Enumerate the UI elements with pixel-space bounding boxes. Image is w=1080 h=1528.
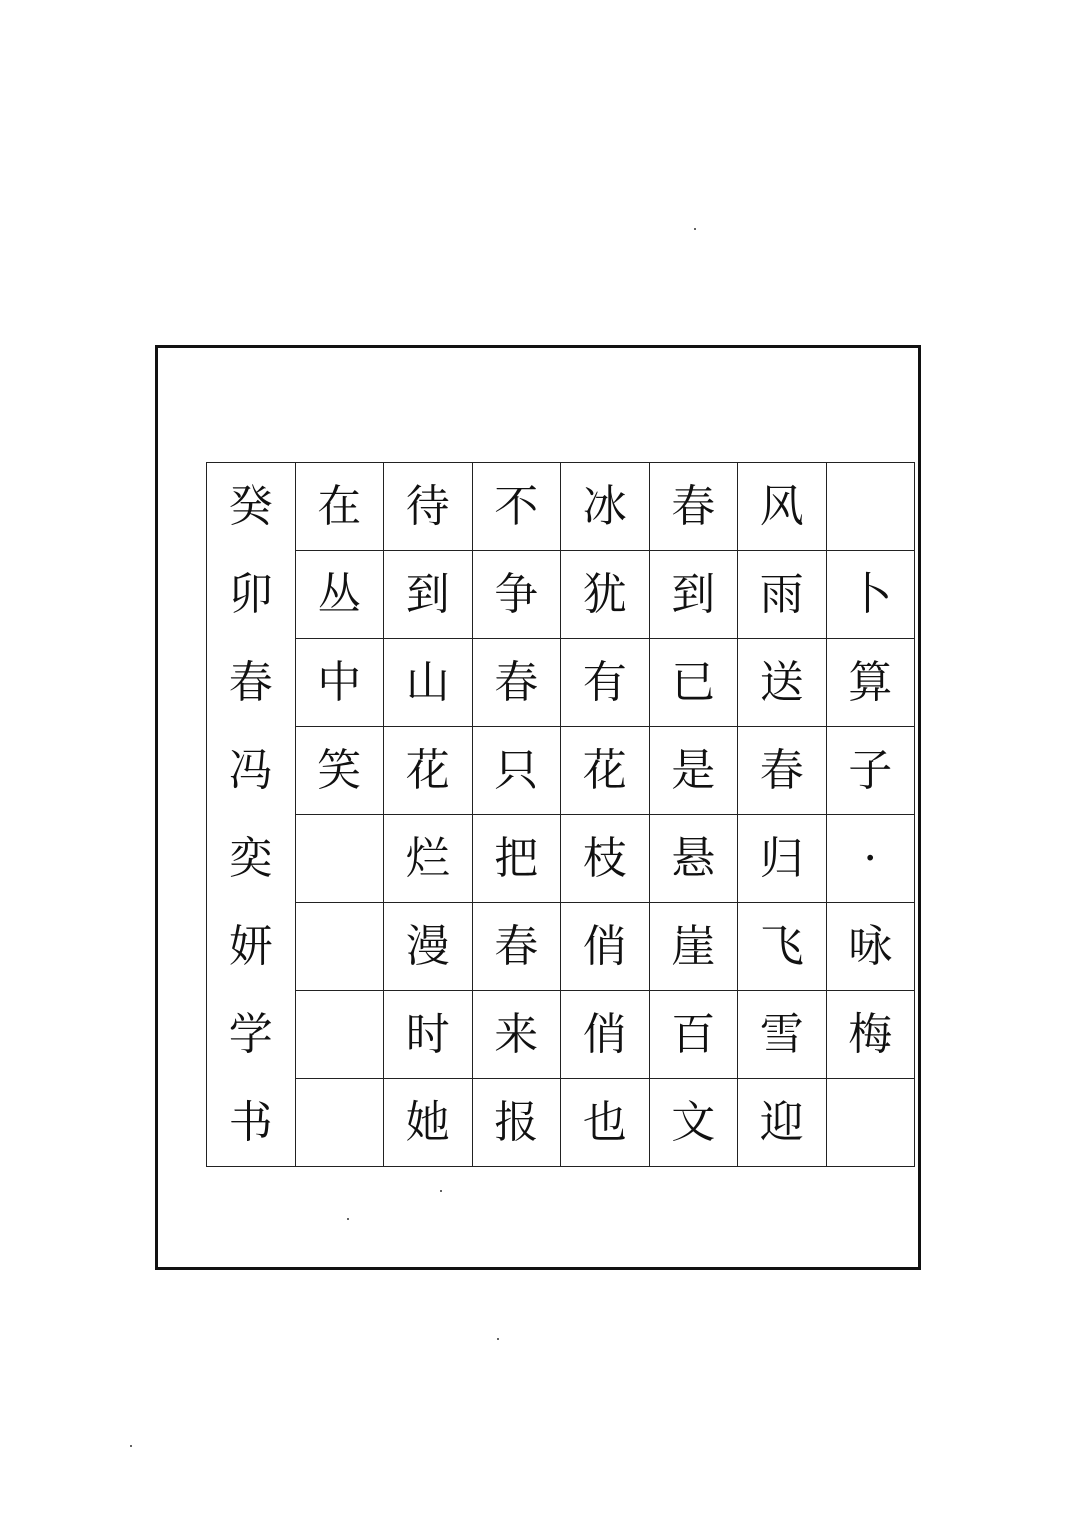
grid-cell: 中 — [296, 639, 385, 727]
grid-cell: 待 — [384, 463, 473, 551]
grid-cell: 花 — [561, 727, 650, 815]
grid-cell: 枝 — [561, 815, 650, 903]
grid-cell: 春 — [650, 463, 739, 551]
grid-cell: 犹 — [561, 551, 650, 639]
grid-cell: 春 — [738, 727, 827, 815]
grid-cell: 卜 — [827, 551, 916, 639]
scan-speck — [130, 1445, 132, 1447]
grid-cell: 到 — [650, 551, 739, 639]
scan-speck — [694, 228, 696, 230]
grid-cell: 时 — [384, 991, 473, 1079]
signature-char: 奕 — [207, 815, 296, 903]
signature-char: 癸 — [207, 463, 296, 551]
grid-cell: 迎 — [738, 1079, 827, 1167]
grid-cell: 有 — [561, 639, 650, 727]
grid-cell: 在 — [296, 463, 385, 551]
grid-cell: 风 — [738, 463, 827, 551]
grid-cell: 争 — [473, 551, 562, 639]
grid-cell: 雨 — [738, 551, 827, 639]
grid-cell: 子 — [827, 727, 916, 815]
grid-cell: 俏 — [561, 991, 650, 1079]
grid-cell: 丛 — [296, 551, 385, 639]
grid-cell: 把 — [473, 815, 562, 903]
grid-cell: 春 — [473, 903, 562, 991]
grid-cell: 也 — [561, 1079, 650, 1167]
scan-speck — [497, 1338, 499, 1340]
grid-cell: 报 — [473, 1079, 562, 1167]
grid-cell: 笑 — [296, 727, 385, 815]
grid-cell: 文 — [650, 1079, 739, 1167]
grid-cell — [296, 991, 385, 1079]
grid-cell: 崖 — [650, 903, 739, 991]
grid-cell: 咏 — [827, 903, 916, 991]
signature-char: 卯 — [207, 551, 296, 639]
grid-cell: 算 — [827, 639, 916, 727]
grid-cell: 送 — [738, 639, 827, 727]
scan-speck — [440, 1190, 442, 1192]
grid-cell: 百 — [650, 991, 739, 1079]
grid-cell: 烂 — [384, 815, 473, 903]
signature-char: 学 — [207, 991, 296, 1079]
grid-cell — [296, 1079, 385, 1167]
grid-cell — [827, 463, 916, 551]
grid-cell: 漫 — [384, 903, 473, 991]
grid-cell: 不 — [473, 463, 562, 551]
grid-cell: · — [827, 815, 916, 903]
grid-cell: 春 — [473, 639, 562, 727]
grid-cell: 雪 — [738, 991, 827, 1079]
grid-cell — [827, 1079, 916, 1167]
grid-cell — [296, 903, 385, 991]
signature-char: 春 — [207, 639, 296, 727]
grid-cell: 花 — [384, 727, 473, 815]
grid-cell: 山 — [384, 639, 473, 727]
grid-cell: 梅 — [827, 991, 916, 1079]
grid-cell: 冰 — [561, 463, 650, 551]
grid-cell — [296, 815, 385, 903]
grid-cell: 飞 — [738, 903, 827, 991]
grid-cell: 归 — [738, 815, 827, 903]
scan-speck — [347, 1218, 349, 1220]
grid-cell: 已 — [650, 639, 739, 727]
grid-cell: 只 — [473, 727, 562, 815]
signature-char: 冯 — [207, 727, 296, 815]
calligraphy-grid — [206, 462, 915, 1167]
grid-cell: 悬 — [650, 815, 739, 903]
signature-char: 书 — [207, 1079, 296, 1167]
signature-char: 妍 — [207, 903, 296, 991]
grid-cell: 到 — [384, 551, 473, 639]
grid-cell: 俏 — [561, 903, 650, 991]
grid-cell: 是 — [650, 727, 739, 815]
grid-cell: 她 — [384, 1079, 473, 1167]
grid-cell: 来 — [473, 991, 562, 1079]
